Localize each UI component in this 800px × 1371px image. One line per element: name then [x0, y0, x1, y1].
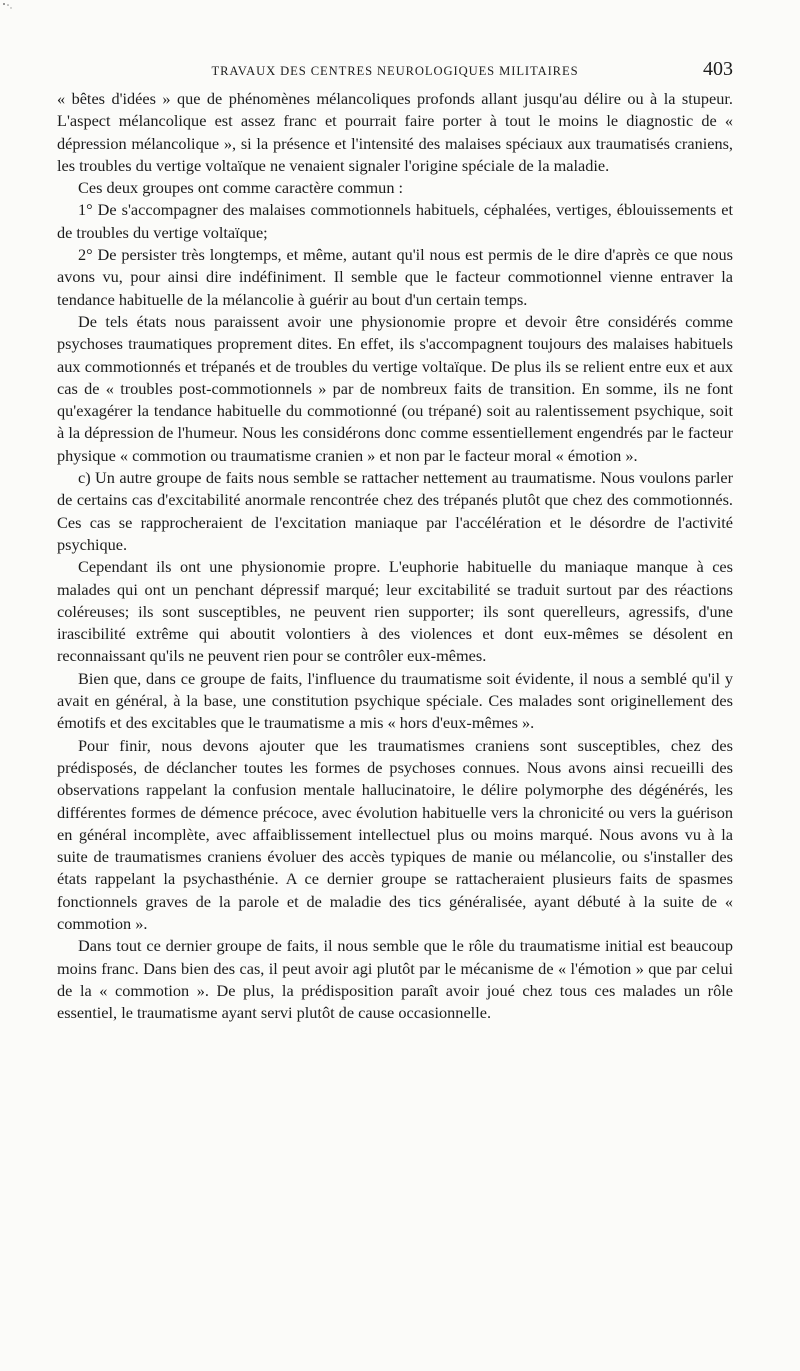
- scan-speck-mark: [2, 2, 16, 14]
- body-text: [57, 88, 733, 1024]
- paragraph-constitution: Bien que, dans ce groupe de faits, l'influence du traumatisme soit évidente, il nous a semblé qu'il y avait en général, à la base, une constitution psychique spéciale. Ces malades sont originellement des émotifs et des excitables que le traumatisme a mis « hors d'eux-mêmes ».: [57, 668, 733, 733]
- paragraph-psychoses-forms: Pour finir, nous devons ajouter que les traumatismes craniens sont susceptibles, chez des prédisposés, de déclancher toutes les formes de psychoses connues. Nous avons ainsi recueilli des observations rappelant la confusion mentale hallucinatoire, le délire polymorphe des dégénérés, les différentes formes de démence précoce, avec évolution habituelle vers la chronicité ou vers la guérison en général incomplète, avec affaiblissement intellectuel plus ou moins marqué. Nous avons vu à la suite de traumatismes craniens évoluer des accès typiques de manie ou mélancolie, ou s'installer des états rappelant la psychasthénie. A ce dernier groupe se rattacheraient plusieurs faits de spasmes fonctionnels graves de la parole et de maladie des tics généralisée, ayant débuté à la suite de « commotion ».: [57, 735, 733, 933]
- running-head: TRAVAUX DES CENTRES NEUROLOGIQUES MILITAIRES: [211, 64, 579, 78]
- book-page: [57, 58, 733, 1024]
- paragraph-continuation: « bêtes d'idées » que de phénomènes mélancoliques profonds allant jusqu'au délire ou à la stupeur. L'aspect mélancolique est assez franc et pourrait faire porter à tout le moins le diagnostic de « dépression mélancolique », si la présence et l'intensité des malaises spéciaux aux traumatisés craniens, les troubles du vertige voltaïque ne venaient signaler l'origine spéciale de la maladie.: [57, 89, 733, 175]
- paragraph-traumatic-psychoses: De tels états nous paraissent avoir une physionomie propre et devoir être considérés comme psychoses traumatiques proprement dites. En effet, ils s'accompagnent toujours des malaises habituels aux commotionnés et trépanés et de troubles du vertige voltaïque. De plus ils se relient entre eux et aux cas de « troubles post-commotionnels » par de nombreux faits de transition. En somme, ils ne font qu'exagérer la tendance habituelle du commotionné (ou trépané) soit au ralentissement psychique, soit à la dépression de l'humeur. Nous les considérons donc comme essentiellement engendrés par le facteur physique « commotion ou traumatisme cranien » et non par le facteur moral « émotion ».: [57, 311, 733, 465]
- paragraph-common-character: Ces deux groupes ont comme caractère commun :: [78, 178, 404, 198]
- paragraph-group-c: c) Un autre groupe de faits nous semble se rattacher nettement au traumatisme. Nous voulons parler de certains cas d'excitabilité anormale rencontrée chez des trépanés plutôt que chez des commotionnés. Ces cas se rapprocheraient de l'excitation maniaque par l'accélération et le désordre de l'activité psychique.: [57, 468, 733, 554]
- page-number: 403: [703, 58, 733, 80]
- paragraph-physiognomy: Cependant ils ont une physionomie propre. L'euphorie habituelle du maniaque manque à ces malades qui ont un penchant dépressif marqué; leur excitabilité se traduit surtout par des réactions coléreuses; ils sont susceptibles, ne peuvent rien supporter; ils sont querelleurs, agressifs, d'une irascibilité extrême qui aboutit volontiers à des violences et dont eux-mêmes se désolent en reconnaissant qu'ils ne peuvent rien pour se contrôler eux-mêmes.: [57, 557, 733, 666]
- paragraph-point-1: 1° De s'accompagner des malaises commotionnels habituels, céphalées, vertiges, éblouissements et de troubles du vertige voltaïque;: [57, 200, 733, 242]
- paragraph-last-group: Dans tout ce dernier groupe de faits, il nous semble que le rôle du traumatisme initial est beaucoup moins franc. Dans bien des cas, il peut avoir agi plutôt par le mécanisme de « l'émotion » que par celui de la « commotion ». De plus, la prédisposition paraît avoir joué chez tous ces malades un rôle essentiel, le traumatisme ayant servi plutôt de cause occasionnelle.: [57, 936, 733, 1023]
- paragraph-point-2: 2° De persister très longtemps, et même, autant qu'il nous est permis de le dire d'après ce que nous avons vu, pour ainsi dire indéfiniment. Il semble que le facteur commotionnel vienne entraver la tendance habituelle de la mélancolie à guérir au bout d'un certain temps.: [57, 245, 733, 309]
- page-header: [57, 58, 733, 88]
